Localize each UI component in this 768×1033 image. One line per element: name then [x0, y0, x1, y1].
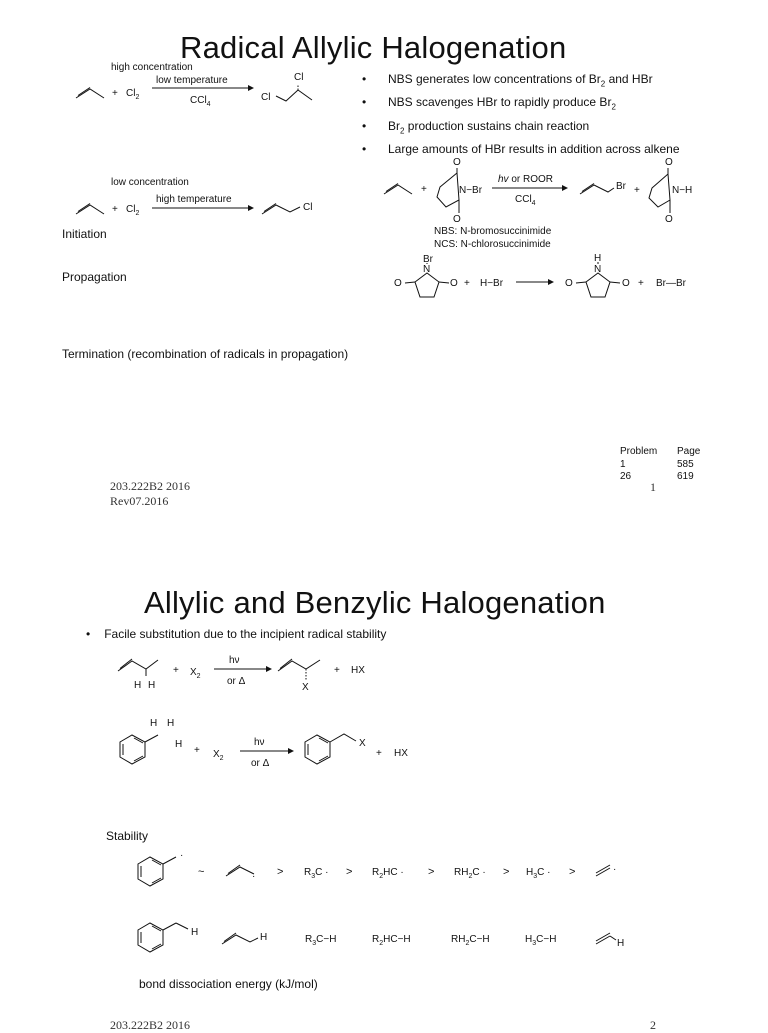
low-temperature-label: low temperature	[156, 75, 228, 86]
svg-text:X2: $X_2$	[213, 749, 224, 762]
svg-text:N−H: N−H	[672, 185, 693, 196]
bullet-item: • NBS scavenges HBr to rapidly produce $Br_2$	[362, 93, 680, 116]
svg-text:Cl: Cl	[303, 202, 313, 213]
bde-label: bond dissociation energy (kJ/mol)	[139, 977, 318, 991]
svg-text:X2: $X_2$	[190, 667, 201, 680]
svg-text:N: N	[594, 264, 602, 275]
slide-1-title: Radical Allylic Halogenation	[180, 30, 567, 65]
termination-label: Termination (recombination of radicals in propagation)	[62, 347, 349, 361]
svg-text:+: +	[376, 748, 382, 759]
svg-text:O: O	[453, 157, 461, 168]
svg-text:HX: HX	[351, 665, 365, 676]
svg-text:H−Br: H−Br	[480, 278, 504, 289]
succinimide-structure	[649, 168, 670, 213]
svg-text:H: H	[617, 938, 625, 949]
svg-text:H: H	[148, 680, 156, 691]
svg-text:R3C−H: $R_3C-H$	[305, 934, 337, 947]
svg-text:·: ·	[613, 864, 617, 875]
benzyl-radical-structure	[138, 857, 176, 886]
nbs-bullet-list	[362, 70, 680, 158]
svg-text:hv or ROOR: hv or ROOR	[498, 174, 554, 185]
facile-substitution-bullet: • Facile substitution due to the incipient radical stability	[86, 627, 387, 641]
footer-revision: Rev07.2016	[110, 494, 169, 508]
svg-text:RH2C ·: $RH_2C$ ·	[454, 867, 486, 880]
svg-text:or Δ: or Δ	[251, 758, 270, 769]
svg-text:+: +	[421, 184, 427, 195]
svg-text:·: ·	[252, 871, 256, 882]
svg-text:O: O	[622, 278, 630, 289]
svg-text:>: >	[428, 866, 435, 878]
svg-text:hν: hν	[254, 737, 265, 748]
allyl-radical-structure	[226, 865, 254, 876]
low-concentration-label: low concentration	[111, 177, 189, 188]
svg-text:H: H	[191, 927, 199, 938]
problem-cell: 26	[620, 471, 632, 482]
svg-text:Cl2: $Cl_2$	[126, 204, 140, 217]
svg-text:Br—Br: Br—Br	[656, 278, 686, 289]
reaction-arrow-3	[492, 185, 568, 191]
svg-text:Cl2: $Cl_2$	[126, 88, 140, 101]
svg-text:H: H	[167, 718, 175, 729]
problem-header: Problem	[620, 446, 658, 457]
svg-text:H: H	[150, 718, 158, 729]
svg-text:+: +	[173, 665, 179, 676]
reaction-arrow-2	[152, 205, 254, 211]
svg-text:R2HC−H: $R_2HC-H$	[372, 934, 411, 947]
stability-label: Stability	[106, 829, 149, 843]
toluene-ch-structure	[138, 923, 188, 952]
svg-text:O: O	[450, 278, 458, 289]
svg-text:or Δ: or Δ	[227, 676, 246, 687]
svg-text:hν: hν	[229, 655, 240, 666]
vinyl-radical-structure	[596, 865, 610, 876]
svg-text:N: N	[423, 264, 431, 275]
svg-text:H: H	[134, 680, 142, 691]
svg-text:>: >	[346, 866, 353, 878]
bullet-item: • Large amounts of HBr results in addition across alkene	[362, 140, 680, 158]
svg-text:X: X	[302, 682, 309, 693]
propene-structure-1	[76, 88, 104, 99]
benzyl-halide-structure	[305, 734, 356, 764]
svg-text:O: O	[665, 157, 673, 168]
svg-text:·: ·	[180, 850, 184, 861]
svg-text:HX: HX	[394, 748, 408, 759]
svg-text:N−Br: N−Br	[459, 185, 483, 196]
allyl-bromide-structure	[580, 184, 614, 195]
svg-text:Br: Br	[423, 254, 433, 265]
svg-text:O: O	[453, 214, 461, 225]
toluene-structure	[120, 735, 158, 764]
svg-text:H: H	[175, 739, 183, 750]
reaction-arrow-6	[240, 748, 294, 754]
svg-text:H: H	[594, 253, 602, 264]
svg-text:~: ~	[198, 866, 205, 878]
svg-text:O: O	[394, 278, 402, 289]
svg-text:X: X	[359, 738, 366, 749]
svg-text:>: >	[277, 866, 284, 878]
svg-text:H3C ·: $H_3C$ ·	[526, 867, 551, 880]
ncs-abbreviation: NCS: N-chlorosuccinimide	[434, 239, 551, 250]
propene-ch-structure	[222, 933, 258, 944]
page-number: 1	[650, 480, 656, 494]
svg-text:H3C−H: $H_3C-H$	[525, 934, 557, 947]
svg-text:O: O	[565, 278, 573, 289]
propene-structure-3	[384, 184, 412, 195]
svg-text:+: +	[194, 745, 200, 756]
svg-text:>: >	[569, 866, 576, 878]
page-header: Page	[677, 446, 701, 457]
svg-text:CCl4: CCl$_4$	[190, 95, 211, 108]
reaction-arrow-4	[516, 279, 554, 285]
svg-text:H: H	[260, 932, 268, 943]
ethylene-ch-structure	[596, 933, 616, 944]
dichloropropane-structure	[276, 84, 312, 101]
problem-cell: 1	[620, 459, 626, 470]
svg-text:+: +	[464, 278, 470, 289]
svg-text:+: +	[112, 204, 118, 215]
svg-text:>: >	[503, 866, 510, 878]
initiation-label: Initiation	[62, 227, 107, 241]
footer-course-code: 203.222B2 2016	[110, 479, 191, 493]
slide-2-title: Allylic and Benzylic Halogenation	[144, 585, 606, 620]
svg-text:+: +	[334, 665, 340, 676]
allylic-halide-structure	[278, 659, 320, 680]
page-cell: 585	[677, 459, 694, 470]
reaction-arrow-5	[214, 666, 272, 672]
svg-text:+: +	[634, 185, 640, 196]
high-concentration-label: high concentration	[111, 62, 193, 73]
svg-text:+: +	[638, 278, 644, 289]
allyl-chloride-structure	[262, 204, 300, 215]
footer-course-code-2: 203.222B2 2016	[110, 1018, 191, 1032]
propagation-label: Propagation	[62, 270, 127, 284]
svg-text:R3C ·: $R_3C$ ·	[304, 867, 329, 880]
page-number-2: 2	[650, 1018, 656, 1032]
svg-text:Br: Br	[616, 181, 626, 192]
bullet-item: • $Br_2$ production sustains chain reaction	[362, 117, 680, 140]
propene-structure-2	[76, 204, 104, 215]
page-cell: 619	[677, 471, 694, 482]
nbs-abbreviation: NBS: N-bromosuccinimide	[434, 226, 552, 237]
svg-text:Cl: Cl	[294, 72, 304, 83]
alkene-reactant-structure	[118, 659, 158, 676]
svg-text:RH2C−H: $RH_2C-H$	[451, 934, 490, 947]
reaction-arrow-1	[152, 85, 254, 91]
bullet-item: • NBS generates low concentrations of $Br_2$ and HBr	[362, 70, 680, 93]
svg-text:CCl4: CCl$_4$	[515, 194, 536, 207]
svg-text:R2HC ·: $R_2HC$ ·	[372, 867, 404, 880]
high-temperature-label: high temperature	[156, 194, 232, 205]
svg-text:Cl: Cl	[261, 92, 271, 103]
plus-sign: +	[112, 88, 118, 99]
svg-text:O: O	[665, 214, 673, 225]
nbs-structure	[437, 168, 459, 213]
